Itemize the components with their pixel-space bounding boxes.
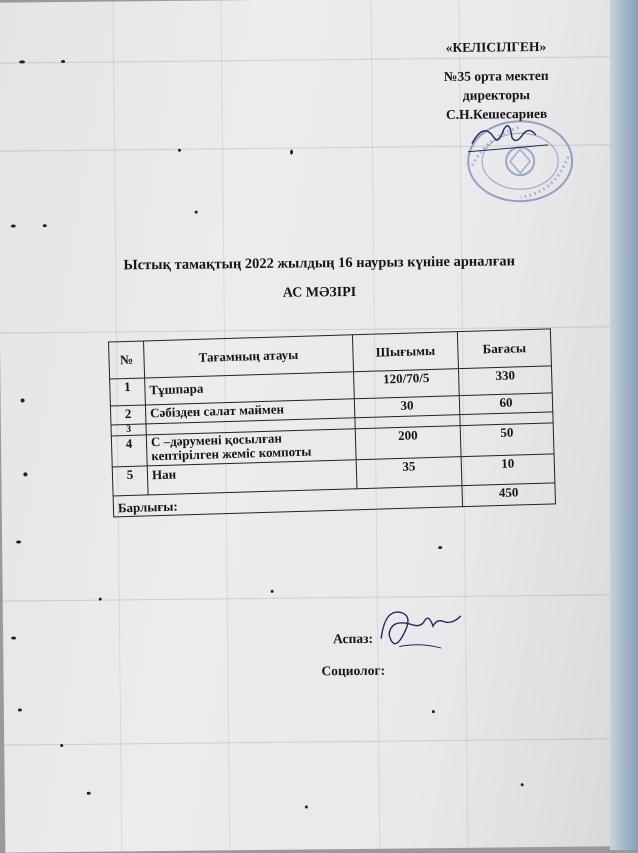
dish-output: 120/70/5 [354, 369, 460, 399]
column-header-output: Шығымы [352, 332, 458, 372]
cook-signature-label: Аспаз: [333, 630, 374, 647]
sociologist-signature-label: Социолог: [321, 662, 386, 679]
approval-position: директоры [462, 87, 531, 103]
dish-price: 60 [459, 393, 553, 415]
dish-price: 50 [460, 423, 554, 457]
dish-output: 30 [354, 396, 460, 418]
background-edge [610, 0, 638, 850]
director-signature-icon [464, 115, 554, 161]
dish-name-text: Сәбізден салат маймен [149, 401, 285, 421]
approval-school: №35 орта мектеп [443, 67, 549, 85]
approval-name: С.Н.Кешесариев [445, 105, 548, 122]
row-number: 3 [111, 424, 146, 436]
dish-price: 330 [458, 366, 552, 396]
dish-output: 200 [355, 426, 461, 460]
approval-heading: «КЕЛІСІЛГЕН» [445, 38, 547, 55]
dish-name-text: Тұшпара [149, 380, 204, 398]
total-value: 450 [462, 483, 556, 507]
column-header-number: № [109, 341, 145, 379]
cook-signature-icon [371, 598, 472, 661]
menu-table [108, 328, 556, 517]
column-header-dish: Тағамның атауы [144, 335, 354, 378]
dish-name-text: Нан [151, 466, 177, 483]
dish-output: 35 [356, 457, 462, 489]
dish-price: 10 [461, 454, 555, 486]
document-title: Ыстық тамақтың 2022 жылдың 16 наурыз күніне арналған [123, 253, 516, 274]
row-number: 5 [112, 466, 148, 496]
row-number: 1 [110, 378, 146, 406]
document-subtitle: АС МӘЗІРІ [282, 284, 357, 301]
row-number: 4 [111, 435, 147, 467]
column-header-price: Бағасы [457, 329, 551, 369]
approval-block [407, 37, 586, 125]
row-number: 2 [110, 405, 146, 425]
total-label: Барлығы: [113, 486, 462, 517]
dish-name-text: С –дәрумені қосылған кептірілген жеміс компоты [150, 430, 312, 464]
